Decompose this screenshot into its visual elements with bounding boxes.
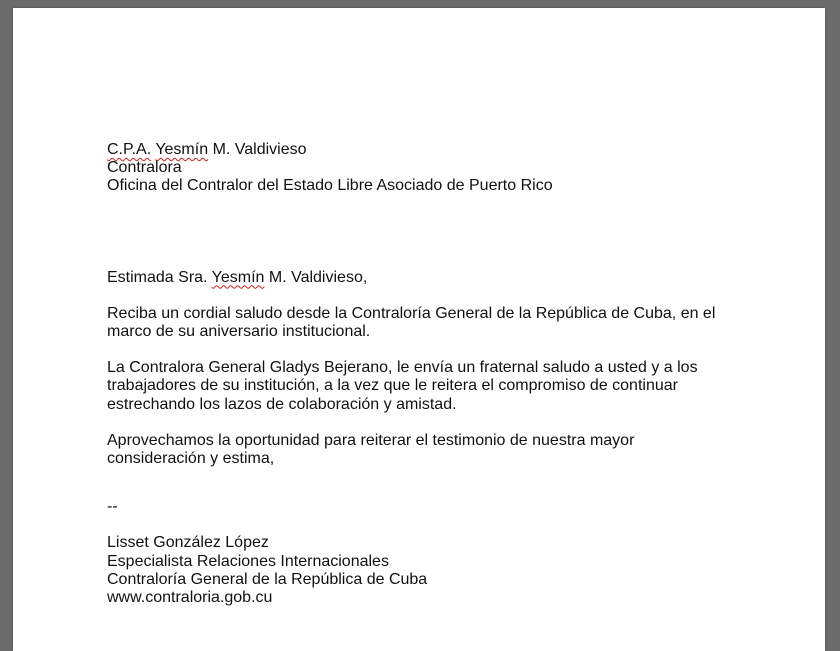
paragraph-3-line-1: Aprovechamos la oportunidad para reiterar el testimonio de nuestra mayor [107,431,635,449]
paragraph-1-line-1: Reciba un cordial saludo desde la Contraloría General de la República de Cuba, en el [107,304,716,322]
paragraph-2-line-1: La Contralora General Gladys Bejerano, le envía un fraternal saludo a usted y a los [107,359,698,377]
recipient-title: Contralora [107,159,182,177]
signature-organization: Contraloría General de la República de Cuba [107,570,428,588]
recipient-first-name: Yesmín [155,141,209,158]
signature-name: Lisset González López [107,534,269,552]
document-page [13,8,825,651]
recipient-prefix: C.P.A. [107,141,152,158]
signature-separator: -- [107,498,118,516]
recipient-name-line [107,141,767,159]
paragraph-3-line-2: consideración y estima, [107,450,275,468]
signature-position: Especialista Relaciones Internacionales [107,552,389,570]
paragraph-1-line-2: marco de su aniversario institucional. [107,323,371,341]
paragraph-2-line-3: estrechando los lazos de colaboración y amistad. [107,395,457,413]
greeting-line [107,269,767,287]
letter-body [107,141,767,607]
paragraph-2-line-2: trabajadores de su institución, a la vez que le reitera el compromiso de continuar [107,377,678,395]
signature-website: www.contraloria.gob.cu [107,589,273,607]
greeting-first-name: Yesmín [211,268,265,286]
greeting-prefix: Estimada Sra. [107,268,208,286]
greeting-last-name: M. Valdivieso, [268,268,368,286]
recipient-last-name: M. Valdivieso [212,141,307,158]
recipient-office: Oficina del Contralor del Estado Libre Asociado de Puerto Rico [107,177,553,195]
